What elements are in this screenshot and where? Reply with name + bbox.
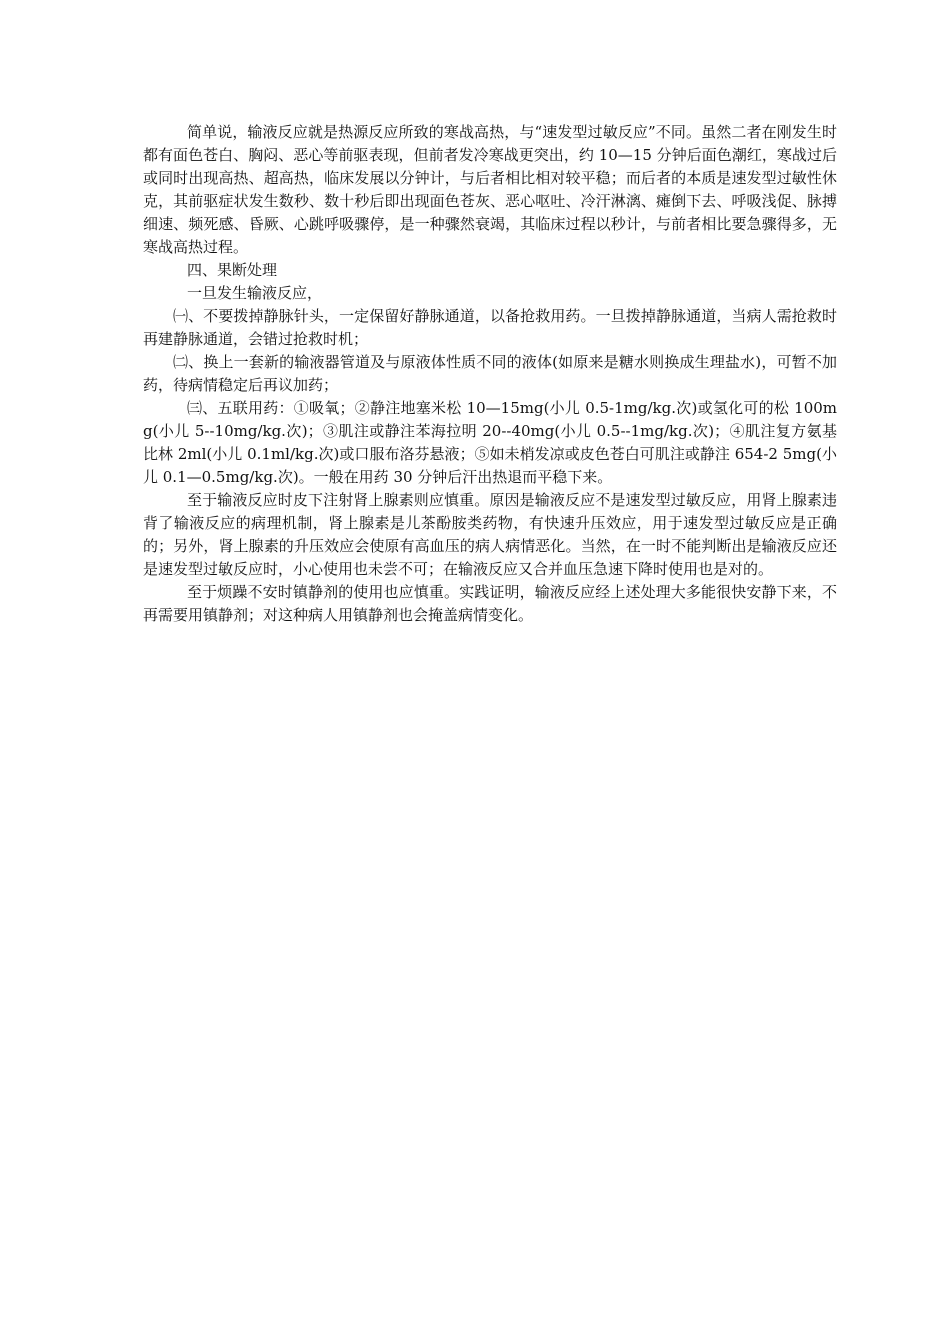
list-item: ㈡、换上一套新的输液器管道及与原液体性质不同的液体(如原来是糖水则换成生理盐水)，可暂不加药，待病情稳定后再议加药； [143, 353, 837, 394]
adrenaline-paragraph: 至于输液反应时皮下注射肾上腺素则应慎重。原因是输液反应不是速发型过敏反应，用肾上腺素违背了输液反应的病理机制，肾上腺素是儿茶酚胺类药物，有快速升压效应，用于速发型过敏反应是正确的；另外，肾上腺素的升压效应会使原有高血压的病人病情恶化。当然，在一时不能判断出是输液反应还是速发型过敏反应时，小心使用也未尝不可；在输液反应又合并血压急速下降时使用也是对的。 [143, 491, 837, 578]
section-heading: 四、果断处理 [187, 261, 278, 279]
document-body [143, 121, 837, 627]
intro-paragraph: 简单说，输液反应就是热源反应所致的寒战高热，与“速发型过敏反应”不同。虽然二者在刚发生时都有面色苍白、胸闷、恶心等前驱表现，但前者发冷寒战更突出，约 10—15 分钟后面色潮红，寒战过后或同时出现高热、超高热，临床发展以分钟计，与后者相比相对较平稳；而后者的本质是速发型过敏性休克，其前驱症状发生数秒、数十秒后即出现面色苍灰、恶心呕吐、冷汗淋漓、瘫倒下去、呼吸浅促、脉搏细速、频死感、昏厥、心跳呼吸骤停，是一种骤然衰竭，其临床过程以秒计，与前者相比要急骤得多，无寒战高热过程。 [143, 123, 837, 256]
lead-in-paragraph: 一旦发生输液反应， [187, 284, 323, 302]
list-item: ㈠、不要拨掉静脉针头，一定保留好静脉通道，以备抢救用药。一旦拨掉静脉通道，当病人需抢救时再建静脉通道，会错过抢救时机； [143, 307, 837, 348]
sedative-paragraph: 至于烦躁不安时镇静剂的使用也应慎重。实践证明，输液反应经上述处理大多能很快安静下来，不再需要用镇静剂；对这种病人用镇静剂也会掩盖病情变化。 [143, 583, 837, 624]
list-item: ㈢、五联用药：①吸氧；②静注地塞米松 10—15mg(小儿 0.5-1mg/kg.次)或氢化可的松 100mg(小儿 5--10mg/kg.次)；③肌注或静注苯海拉明 20--40mg(小儿 0.5--1mg/kg.次)；④肌注复方氨基比林 2ml(小儿 0.1ml/kg.次)或口服布洛芬悬液；⑤如未梢发凉或皮色苍白可肌注或静注 654-2 5mg(小儿 0.1—0.5mg/kg.次)。一般在用药 30 分钟后汗出热退而平稳下来。 [143, 399, 837, 486]
